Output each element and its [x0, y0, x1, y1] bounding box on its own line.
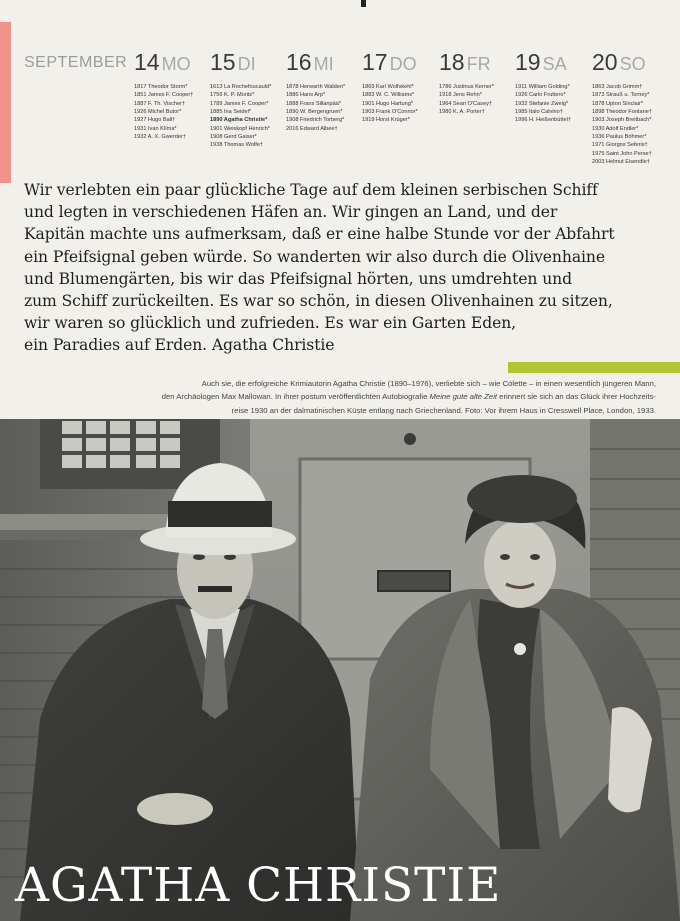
anniversary-entry: 1903 Frank O'Connor*: [362, 109, 418, 116]
anniversary-entry: 1873 Strauß u. Torney*: [592, 92, 650, 99]
day-number: 17: [362, 49, 388, 75]
photo-caption: [70, 377, 656, 417]
pink-accent-bar: [0, 22, 11, 183]
page-title: AGATHA CHRISTIE: [15, 858, 502, 913]
anniversary-entry: 1911 William Golding*: [515, 84, 570, 90]
day-number: 20: [592, 49, 618, 75]
anniversary-entry: 1789 James F. Cooper*: [210, 100, 269, 107]
anniversary-entry: 1931 Ivan Klíma*: [134, 125, 177, 132]
anniversary-entry: 1932 A. X. Gwerder†: [134, 134, 186, 141]
caption-text: erinnert sie sich an das Glück ihrer Hochzeits-: [497, 392, 656, 402]
day-header: [515, 48, 595, 80]
day-header: [286, 48, 366, 80]
anniversary-entry: 1926 Michel Butor*: [134, 109, 182, 116]
anniversary-entry: 1903 Joseph Breitbach*: [592, 117, 652, 124]
quote-line: ein Pfeifsignal geben würde. So wanderten wir also durch die Olivenhaine: [24, 247, 605, 266]
day-number: 16: [286, 49, 312, 75]
anniversary-entry: 2003 Helmut Eisendle†: [592, 159, 650, 166]
day-column: [134, 48, 214, 141]
anniversary-entry: 1613 La Rochefoucauld*: [210, 84, 272, 90]
anniversary-entry: 1936 Paulus Böhmer*: [592, 134, 647, 141]
weekday-name: FR: [466, 54, 491, 74]
weekday-name: MI: [313, 54, 334, 74]
anniversary-entry: 1926 Carlo Fruttero*: [515, 92, 566, 99]
anniversary-entry: 1869 Karl Wolfskehl*: [362, 84, 414, 90]
weekday-name: MO: [161, 54, 191, 74]
anniversary-entry: 1878 Upton Sinclair*: [592, 100, 643, 107]
quote-line: Kapitän machte uns aufmerksam, daß er eine halbe Stunde vor der Abfahrt: [24, 225, 615, 244]
day-column: [515, 48, 595, 125]
anniversary-entry: 2016 Edward Albee†: [286, 125, 338, 132]
caption-line: Auch sie, die erfolgreiche Krimiautorin Agatha Christie (1890–1976), verliebte sich – wie Colette – in einen wesentlich jüngeren Mann,: [201, 379, 656, 388]
quote-line: und legten in verschiedenen Häfen an. Wir gingen an Land, und der: [24, 203, 558, 222]
anniversary-entry: 1908 Friedrich Torberg*: [286, 117, 345, 124]
day-column: [362, 48, 442, 125]
day-header: [592, 48, 672, 80]
anniversary-entry: 1971 Giorgos Seferis†: [592, 142, 648, 149]
green-accent-bar: [508, 362, 680, 373]
day-column: [592, 48, 672, 166]
anniversary-entry: 1887 F. Th. Vischer†: [134, 100, 186, 107]
weekday-name: SO: [619, 54, 646, 74]
quote-line: Wir verlebten ein paar glückliche Tage auf dem kleinen serbischen Schiff: [24, 181, 598, 199]
anniversary-entry: 1918 Jens Rehn*: [439, 92, 482, 99]
day-column: [210, 48, 290, 150]
day-header: [362, 48, 442, 80]
day-number: 18: [439, 49, 465, 75]
anniversary-entry: 1996 H. Heißenbüttel†: [515, 117, 571, 124]
month-label: SEPTEMBER: [24, 54, 128, 71]
top-marker: [361, 0, 366, 7]
day-header: [210, 48, 290, 80]
caption-line: [70, 390, 656, 403]
anniversary-entry: 1901 Hugo Hartung*: [362, 100, 414, 107]
anniversary-list: [515, 83, 595, 125]
anniversary-entry: 1756 K. P. Moritz*: [210, 92, 255, 99]
anniversary-entry: 1919 Horst Krüger*: [362, 117, 410, 124]
anniversary-list: [592, 83, 672, 166]
anniversary-list: [210, 83, 290, 150]
book-title: Meine gute alte Zeit: [429, 392, 498, 402]
day-number: 14: [134, 49, 160, 75]
weekday-name: SA: [542, 54, 567, 74]
quote-line: und Blumengärten, bis wir das Pfeifsignal hörten, uns umdrehten und: [24, 269, 572, 288]
day-number: 15: [210, 49, 236, 75]
anniversary-entry: 1878 Herwarth Walden*: [286, 84, 346, 90]
anniversary-entry: 1886 Hans Arp*: [286, 92, 326, 99]
quote-line: wir waren so glücklich und zufrieden. Es war ein Garten Eden,: [24, 314, 517, 333]
anniversary-entry: 1938 Thomas Wolfe†: [210, 142, 263, 149]
anniversary-entry: 1964 Sean O'Casey†: [439, 100, 493, 107]
quote-line: zum Schiff zurückeilten. Es war so schön, in diesen Olivenhainen zu sitzen,: [24, 292, 613, 311]
anniversary-list: [362, 83, 442, 125]
anniversary-entry: 1901 Weiskopf Henrich*: [210, 125, 270, 132]
anniversary-list: [134, 83, 214, 141]
day-number: 19: [515, 49, 541, 75]
anniversary-entry: 1885 Ina Seidel*: [210, 109, 252, 116]
anniversary-entry: 1863 Jacob Grimm†: [592, 84, 643, 90]
anniversary-entry: 1927 Hugo Ball†: [134, 117, 176, 124]
weekday-name: DO: [389, 54, 417, 74]
anniversary-entry: 1883 W. C. Williams*: [362, 92, 415, 99]
anniversary-entry: 1890 W. Bergengruen*: [286, 109, 343, 116]
anniversary-list: [286, 83, 366, 133]
anniversary-entry: 1851 James F. Cooper†: [134, 92, 194, 99]
day-column: [439, 48, 519, 116]
quote-line: ein Paradies auf Erden. Agatha Christie: [24, 336, 335, 355]
anniversary-entry: 1975 Saint John Perse†: [592, 150, 652, 157]
day-column: [286, 48, 366, 133]
anniversary-entry: 1985 Italo Calvino†: [515, 109, 563, 116]
caption-text: den Archäologen Max Mallowan. In ihrer postum veröffentlichten Autobiografie: [161, 392, 430, 402]
anniversary-entry: 1980 K. A. Porter†: [439, 109, 485, 116]
anniversary-entry: 1898 Theodor Fontane†: [592, 109, 652, 116]
anniversary-entry: 1930 Adolf Endler*: [592, 125, 639, 132]
anniversary-list: [439, 83, 519, 116]
caption-line: reise 1930 an der dalmatinischen Küste entlang nach Griechenland. Foto: Vor ihrem Haus in Cresswell Place, London, 1933.: [231, 405, 656, 415]
photo-agatha-christie-and-max-mallowan: [0, 419, 680, 921]
weekday-name: DI: [237, 54, 256, 74]
anniversary-entry: 1908 Gerd Gaiser*: [210, 134, 257, 141]
anniversary-entry: 1817 Theodor Storm*: [134, 84, 188, 90]
day-header: [439, 48, 519, 80]
quote-text: [24, 179, 664, 357]
anniversary-entry: 1888 Frans Sillanpää*: [286, 100, 342, 107]
anniversary-entry: 1786 Justinus Kerner*: [439, 84, 495, 90]
anniversary-entry: 1890 Agatha Christie*: [210, 117, 268, 124]
day-header: [134, 48, 214, 80]
anniversary-entry: 1932 Stefanie Zweig*: [515, 100, 569, 107]
